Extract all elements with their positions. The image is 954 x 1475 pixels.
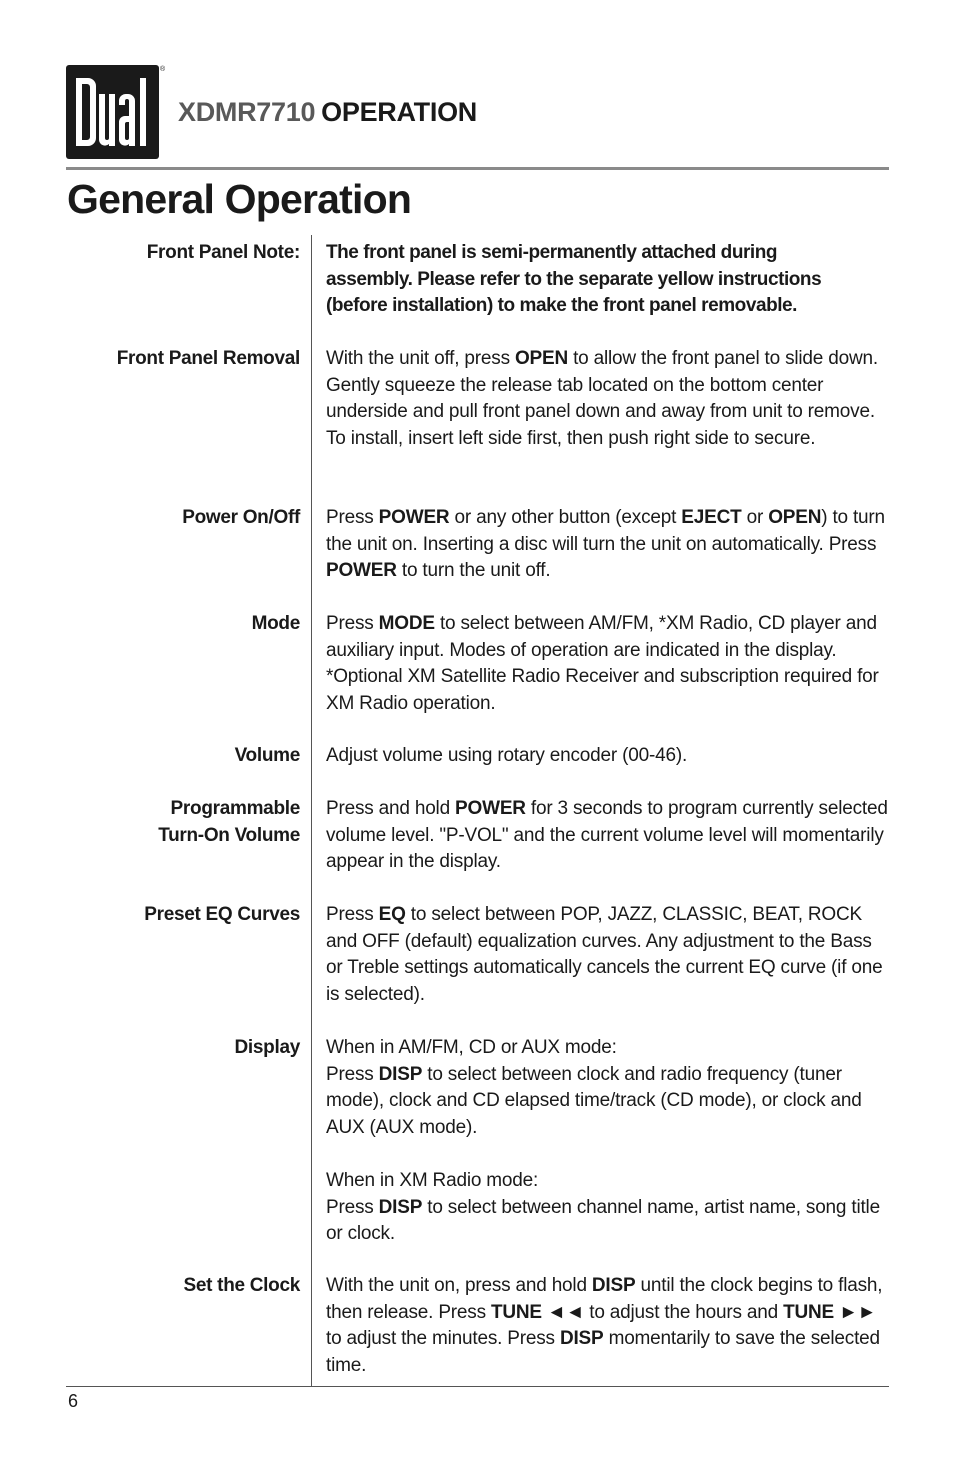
text: momentarily to save the selected time. <box>326 1328 880 1376</box>
text: When in XM Radio mode: <box>326 1169 539 1191</box>
section-name: OPERATION <box>321 97 477 127</box>
dual-logo <box>66 65 159 159</box>
label-programmable-volume <box>158 796 300 849</box>
text: for 3 seconds to program currently selected volume level. "P-VOL" and the current volume level will momentarily appear in the display. <box>326 798 888 873</box>
key-tune-forward: TUNE ►► <box>783 1301 877 1323</box>
key-open: OPEN <box>514 348 569 369</box>
text: to turn the unit off. <box>396 560 551 582</box>
key-disp: DISP <box>378 1063 423 1085</box>
text: to select between channel name, artist name, song title or clock. <box>326 1196 880 1245</box>
text: or any other button (except <box>449 507 682 528</box>
label-clock: Set the Clock <box>183 1275 300 1296</box>
body-front-panel-removal <box>326 346 891 452</box>
key-open: OPEN <box>768 507 822 528</box>
text: or <box>741 507 769 528</box>
text: With the unit on, press and hold <box>326 1275 592 1296</box>
key-eq: EQ <box>378 904 406 925</box>
dual-logo-mark <box>72 72 154 152</box>
text: to select between POP, JAZZ, CLASSIC, BEAT, ROCK and OFF (default) equalization curves. Any adjustment to the Bass or Treble settings automatically cancels the current EQ curve (if one is selected). <box>326 904 883 1005</box>
label-power: Power On/Off <box>182 507 300 528</box>
key-tune-back: TUNE ◄◄ <box>490 1301 585 1323</box>
key-disp: DISP <box>378 1196 423 1218</box>
text: When in AM/FM, CD or AUX mode: <box>326 1037 617 1058</box>
text: ) to turn the unit on. Inserting a disc will turn the unit on automatically. Press <box>326 507 885 555</box>
text: to allow the front panel to slide down. Gently squeeze the release tab located on the bottom center underside and pull front panel down and away from unit to remove. To install, insert left side first, then push right side to secure. <box>326 348 878 449</box>
text: Press <box>326 613 379 634</box>
body-eq <box>326 902 891 1008</box>
label-volume: Volume <box>234 745 300 766</box>
body-programmable-volume <box>326 796 891 876</box>
body-display <box>326 1035 891 1248</box>
page-title: General Operation <box>67 176 412 222</box>
body-mode <box>326 611 891 717</box>
registered-mark: ® <box>160 66 166 73</box>
text: Press <box>326 1196 379 1218</box>
label-line-1: Programmable <box>170 798 300 819</box>
label-eq: Preset EQ Curves <box>144 904 300 925</box>
note-line-1: The front panel is semi-permanently attached during <box>326 242 778 263</box>
body-clock <box>326 1273 891 1379</box>
text: to select between clock and radio frequency (tuner mode), clock and CD elapsed time/track (CD mode), or clock and AUX (AUX mode). <box>326 1063 862 1138</box>
footer-rule <box>66 1386 889 1387</box>
note-line-3: (before installation) to make the front panel removable. <box>326 295 797 317</box>
text: to adjust the minutes. Press <box>326 1328 560 1350</box>
text: Press <box>326 1063 379 1085</box>
header-rule <box>66 167 889 170</box>
text: Adjust volume using rotary encoder (00-46). <box>326 745 688 766</box>
key-disp: DISP <box>559 1328 604 1350</box>
body-power <box>326 505 891 585</box>
key-eject: EJECT <box>681 507 742 528</box>
label-display: Display <box>234 1037 300 1058</box>
text: to adjust the hours and <box>584 1301 784 1323</box>
body-front-panel-note <box>326 240 891 320</box>
label-mode: Mode <box>251 613 300 634</box>
text: Press and hold <box>326 798 456 819</box>
text: until the clock begins to flash, then release. Press <box>326 1275 883 1323</box>
key-mode: MODE <box>378 613 435 634</box>
column-divider <box>311 235 312 1387</box>
model-heading <box>178 97 477 128</box>
label-front-panel-note: Front Panel Note: <box>146 242 300 263</box>
model-number: XDMR7710 <box>178 97 316 127</box>
key-disp: DISP <box>591 1275 636 1296</box>
body-volume <box>326 743 891 770</box>
page-number: 6 <box>68 1391 79 1411</box>
key-power: POWER <box>326 560 397 582</box>
label-line-2: Turn-On Volume <box>158 824 300 846</box>
note-line-2: assembly. Please refer to the separate yellow instructions <box>326 268 822 290</box>
label-front-panel-removal: Front Panel Removal <box>116 348 300 369</box>
text: With the unit off, press <box>326 348 515 369</box>
text: to select between AM/FM, *XM Radio, CD player and auxiliary input. Modes of operation are indicated in the display. *Optional XM Satellite Radio Receiver and subscription required for XM Radio operation. <box>326 613 879 714</box>
text: Press <box>326 904 379 925</box>
key-power: POWER <box>378 507 450 528</box>
key-power: POWER <box>455 798 526 819</box>
text: Press <box>326 507 379 528</box>
